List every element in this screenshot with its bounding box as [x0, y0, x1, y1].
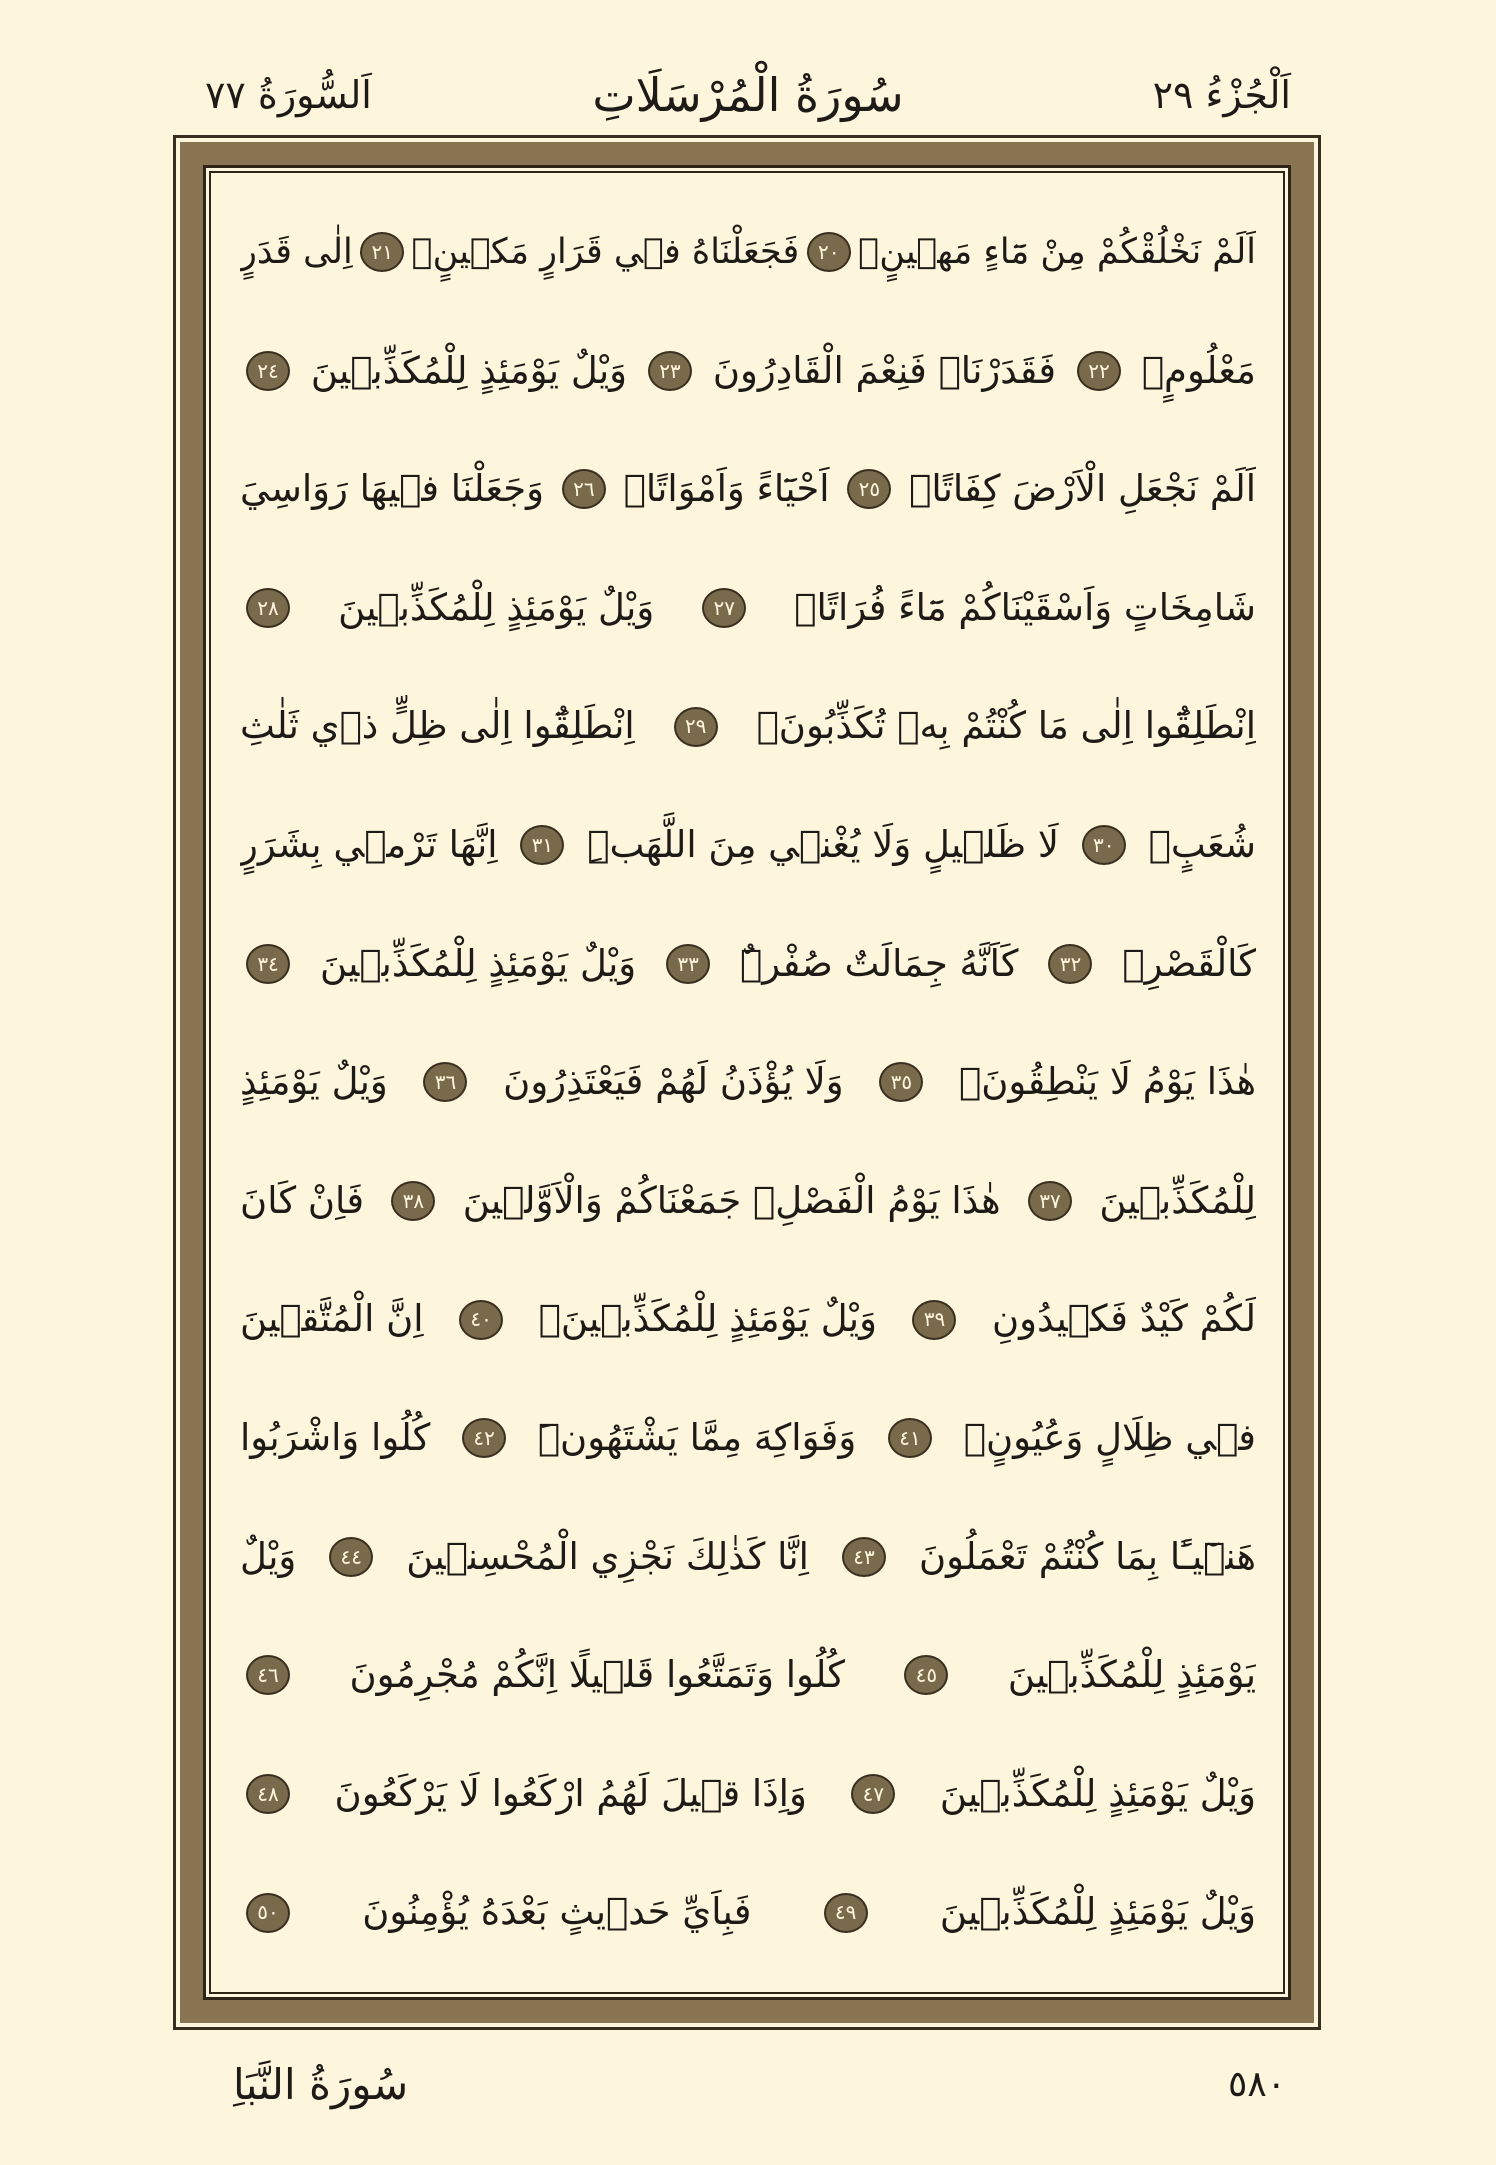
verse-text: وَاِذَا ق۪يلَ لَهُمُ ارْكَعُوا لَا يَرْكَعُونَ — [334, 1771, 807, 1815]
text-line — [240, 1735, 1256, 1854]
ayah-number-marker: ٤٩ — [824, 1893, 868, 1933]
quran-text-block — [240, 193, 1256, 1973]
verse-text: وَيْلٌ يَوْمَئِذٍ لِلْمُكَذِّب۪ينَ — [338, 585, 655, 629]
ayah-number-marker: ٣١ — [520, 825, 564, 865]
verse-text: فَقَدَرْنَاۗ فَنِعْمَ الْقَادِرُونَ — [712, 348, 1057, 392]
verse-text: وَيْلٌ يَوْمَئِذٍ — [240, 1060, 388, 1104]
verse-text: وَيْلٌ يَوْمَئِذٍ لِلْمُكَذِّب۪ينَ۟ — [538, 1297, 877, 1341]
ayah-number-marker: ٣٩ — [912, 1300, 956, 1340]
text-line — [240, 1023, 1256, 1142]
verse-text: وَيْلٌ يَوْمَئِذٍ لِلْمُكَذِّب۪ينَ — [939, 1890, 1256, 1934]
ayah-number-marker: ٣٠ — [1082, 825, 1126, 865]
ayah-number-marker: ٣٢ — [1048, 944, 1092, 984]
verse-text: اِنْطَلِقُٓوا اِلٰى مَا كُنْتُمْ بِه۪ تُكَذِّبُونَۚ — [756, 704, 1256, 748]
verse-text: شُعَبٍۙ — [1148, 822, 1256, 866]
text-line — [240, 1498, 1256, 1617]
verse-text: مَعْلُومٍۙ — [1141, 348, 1256, 392]
verse-text: يَوْمَئِذٍ لِلْمُكَذِّب۪ينَ — [1007, 1653, 1256, 1697]
ayah-number-marker: ٢٤ — [246, 351, 290, 391]
text-line — [240, 667, 1256, 786]
verse-text: كُلُوا وَتَمَتَّعُوا قَل۪يلًا اِنَّكُمْ مُجْرِمُونَ — [349, 1653, 845, 1697]
verse-text: فَبِاَيِّ حَد۪يثٍ بَعْدَهُ يُؤْمِنُونَ — [362, 1890, 752, 1934]
verse-text: ف۪ي ظِلَالٍ وَعُيُونٍۙ — [963, 1415, 1256, 1459]
text-line — [240, 1379, 1256, 1498]
text-line — [240, 549, 1256, 668]
verse-text: هٰذَا يَوْمُ لَا يَنْطِقُونَۙ — [959, 1060, 1256, 1104]
verse-text: وَيْلٌ يَوْمَئِذٍ لِلْمُكَذِّب۪ينَ — [939, 1771, 1256, 1815]
juz-label: اَلْجُزْءُ ٢٩ — [1152, 73, 1291, 117]
ayah-number-marker: ٣٨ — [391, 1181, 435, 1221]
ayah-number-marker: ٤٦ — [246, 1655, 290, 1695]
ayah-number-marker: ٤٣ — [842, 1537, 886, 1577]
ayah-number-marker: ٢٥ — [847, 469, 891, 509]
text-line — [240, 786, 1256, 905]
verse-text: شَامِخَاتٍ وَاَسْقَيْنَاكُمْ مَٓاءً فُرَاتًاۜ — [794, 585, 1256, 629]
ayah-number-marker: ٢٠ — [807, 232, 851, 272]
ayah-number-marker: ٢١ — [360, 232, 404, 272]
text-line — [240, 905, 1256, 1024]
ayah-number-marker: ٥٠ — [246, 1893, 290, 1933]
ayah-number-marker: ٤١ — [888, 1418, 932, 1458]
verse-text: هَن۪ٓيـًٔا بِمَا كُنْتُمْ تَعْمَلُونَ — [918, 1534, 1256, 1578]
verse-text: اَلَمْ نَجْعَلِ الْاَرْضَ كِفَاتًاۙ — [909, 467, 1256, 511]
ayah-number-marker: ٢٨ — [246, 588, 290, 628]
ayah-number-marker: ٤٥ — [904, 1655, 948, 1695]
text-line — [240, 312, 1256, 431]
text-line — [240, 1260, 1256, 1379]
ayah-number-marker: ٣٧ — [1028, 1181, 1072, 1221]
verse-text: لَا ظَل۪يلٍ وَلَا يُغْن۪ي مِنَ اللَّهَبِۜ — [587, 822, 1059, 866]
ayah-number-marker: ٣٥ — [879, 1062, 923, 1102]
ayah-number-marker: ٢٩ — [674, 707, 718, 747]
ayah-number-marker: ٢٣ — [648, 351, 692, 391]
verse-text: اِلٰى قَدَرٍ — [240, 232, 353, 272]
verse-text: وَجَعَلْنَا ف۪يهَا رَوَاسِيَ — [240, 467, 545, 511]
page-number: ٥٨٠ — [1227, 2064, 1286, 2105]
ayah-number-marker: ٣٤ — [246, 944, 290, 984]
verse-text: لَكُمْ كَيْدٌ فَك۪يدُونِ — [991, 1297, 1256, 1341]
surah-number-label: اَلسُّورَةُ ٧٧ — [205, 73, 372, 117]
verse-text: اِنَّ الْمُتَّق۪ينَ — [240, 1297, 424, 1341]
ayah-number-marker: ٤٢ — [462, 1418, 506, 1458]
verse-text: اِنَّا كَذٰلِكَ نَجْزِي الْمُحْسِن۪ينَ — [406, 1534, 809, 1578]
ayah-number-marker: ٤٠ — [459, 1300, 503, 1340]
verse-text: اَلَمْ نَخْلُقْكُمْ مِنْ مَٓاءٍ مَه۪ينٍۙ — [858, 232, 1256, 272]
ayah-number-marker: ٢٧ — [702, 588, 746, 628]
verse-text: كَاَنَّهُ جِمَالَتٌ صُفْرٌۜ — [740, 941, 1019, 985]
verse-text: اِنْطَلِقُٓوا اِلٰى ظِلٍّ ذ۪ي ثَلٰثِ — [240, 704, 635, 748]
verse-text: اَحْيَٓاءً وَاَمْوَاتًاۙ — [623, 467, 830, 511]
verse-text: وَيْلٌ يَوْمَئِذٍ لِلْمُكَذِّب۪ينَ — [320, 941, 637, 985]
text-line — [240, 1142, 1256, 1261]
ayah-number-marker: ٤٤ — [329, 1537, 373, 1577]
surah-title: سُورَةُ الْمُرْسَلَاتِ — [592, 68, 904, 122]
verse-text: فَاِنْ كَانَ — [240, 1178, 365, 1222]
ayah-number-marker: ٤٧ — [851, 1774, 895, 1814]
text-line — [240, 430, 1256, 549]
ayah-number-marker: ٢٢ — [1077, 351, 1121, 391]
verse-text: فَجَعَلْنَاهُ ف۪ي قَرَارٍ مَك۪ينٍۙ — [411, 232, 800, 272]
verse-text: وَلَا يُؤْذَنُ لَهُمْ فَيَعْتَذِرُونَ — [503, 1060, 844, 1104]
text-line — [240, 193, 1256, 312]
text-line — [240, 1616, 1256, 1735]
next-surah-label: سُورَةُ النَّبَاِ — [233, 2060, 409, 2109]
verse-text: اِنَّهَا تَرْم۪ي بِشَرَرٍ — [240, 822, 498, 866]
verse-text: وَيْلٌ — [240, 1534, 297, 1578]
verse-text: كُلُوا وَاشْرَبُوا — [240, 1415, 431, 1459]
ayah-number-marker: ٤٨ — [246, 1774, 290, 1814]
verse-text: لِلْمُكَذِّب۪ينَ — [1099, 1178, 1256, 1222]
verse-text: هٰذَا يَوْمُ الْفَصْلِۚ جَمَعْنَاكُمْ وَالْاَوَّل۪ينَ — [462, 1178, 1001, 1222]
ayah-number-marker: ٣٣ — [666, 944, 710, 984]
ayah-number-marker: ٣٦ — [423, 1062, 467, 1102]
text-line — [240, 1853, 1256, 1972]
ayah-number-marker: ٢٦ — [562, 469, 606, 509]
verse-text: وَيْلٌ يَوْمَئِذٍ لِلْمُكَذِّب۪ينَ — [310, 348, 628, 392]
verse-text: كَالْقَصْرِۚ — [1122, 941, 1256, 985]
verse-text: وَفَوَاكِهَ مِمَّا يَشْتَهُونَۜ — [537, 1415, 857, 1459]
